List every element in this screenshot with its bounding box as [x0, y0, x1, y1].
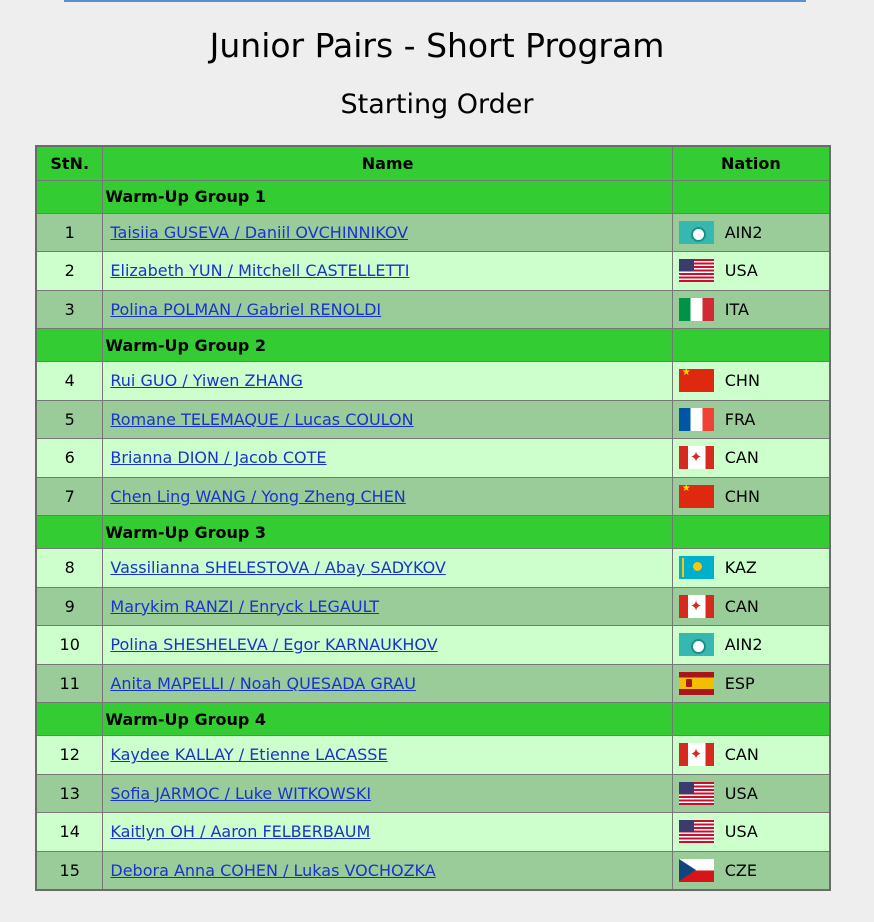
- chn-flag-icon: [679, 485, 714, 508]
- nation-code: ITA: [724, 299, 749, 319]
- nation-cell: [679, 672, 829, 695]
- warmup-group-label: Warm-Up Group 1: [103, 180, 672, 213]
- nation-cell: [679, 556, 829, 579]
- group-stn-cell: [36, 516, 103, 549]
- top-divider: [64, 0, 806, 2]
- usa-flag-icon: [679, 820, 714, 843]
- nation-code: CHN: [724, 371, 760, 391]
- skater-pair-link[interactable]: Elizabeth YUN / Mitchell CASTELLETTI: [110, 261, 410, 281]
- nation-code: CZE: [724, 860, 757, 880]
- nation-code: USA: [724, 822, 758, 842]
- skater-pair-link[interactable]: Vassilianna SHELESTOVA / Abay SADYKOV: [110, 558, 446, 578]
- group-stn-cell: [36, 703, 103, 736]
- skater-pair-link[interactable]: Chen Ling WANG / Yong Zheng CHEN: [110, 486, 406, 506]
- group-nation-cell: [672, 516, 830, 549]
- table-row: [36, 439, 830, 478]
- nation-cell: [679, 221, 829, 244]
- nation-cell: [679, 446, 829, 469]
- nation-cell: [679, 859, 829, 882]
- header-stn: StN.: [36, 146, 103, 180]
- start-number: 7: [36, 477, 103, 516]
- skater-pair-link[interactable]: Marykim RANZI / Enryck LEGAULT: [110, 596, 380, 616]
- ain-flag-icon: [679, 633, 714, 656]
- skater-pair-link[interactable]: Debora Anna COHEN / Lukas VOCHOZKA: [110, 860, 436, 880]
- table-row: [36, 362, 830, 401]
- nation-cell: [679, 259, 829, 282]
- group-nation-cell: [672, 180, 830, 213]
- skater-pair-link[interactable]: Kaitlyn OH / Aaron FELBERBAUM: [110, 822, 371, 842]
- nation-code: AIN2: [724, 222, 763, 242]
- page-subtitle: Starting Order: [340, 89, 534, 120]
- table-row: [36, 213, 830, 252]
- start-number: 5: [36, 400, 103, 439]
- start-number: 13: [36, 774, 103, 813]
- nation-code: USA: [724, 261, 758, 281]
- group-stn-cell: [36, 329, 103, 362]
- esp-flag-icon: [679, 672, 714, 695]
- skater-pair-link[interactable]: Kaydee KALLAY / Etienne LACASSE: [110, 745, 388, 765]
- fra-flag-icon: [679, 408, 714, 431]
- usa-flag-icon: [679, 782, 714, 805]
- warmup-group-label: Warm-Up Group 4: [103, 703, 672, 736]
- start-number: 14: [36, 813, 103, 852]
- nation-code: AIN2: [724, 635, 763, 655]
- table-header-row: [36, 146, 830, 180]
- nation-code: USA: [724, 783, 758, 803]
- nation-cell: [679, 743, 829, 766]
- start-number: 4: [36, 362, 103, 401]
- nation-cell: [679, 595, 829, 618]
- table-row: [36, 851, 830, 890]
- cze-flag-icon: [679, 859, 714, 882]
- nation-code: FRA: [724, 409, 756, 429]
- table-row: [36, 587, 830, 626]
- skater-pair-link[interactable]: Polina POLMAN / Gabriel RENOLDI: [110, 299, 382, 319]
- start-number: 6: [36, 439, 103, 478]
- group-nation-cell: [672, 329, 830, 362]
- nation-cell: [679, 485, 829, 508]
- warmup-group-row: [36, 516, 830, 549]
- warmup-group-row: [36, 180, 830, 213]
- table-row: [36, 813, 830, 852]
- nation-code: CAN: [724, 745, 759, 765]
- table-row: [36, 290, 830, 329]
- nation-cell: [679, 408, 829, 431]
- start-number: 9: [36, 587, 103, 626]
- warmup-group-label: Warm-Up Group 2: [103, 329, 672, 362]
- skater-pair-link[interactable]: Rui GUO / Yiwen ZHANG: [110, 371, 303, 391]
- start-number: 2: [36, 252, 103, 291]
- table-row: [36, 252, 830, 291]
- nation-cell: [679, 782, 829, 805]
- table-row: [36, 664, 830, 703]
- warmup-group-row: [36, 329, 830, 362]
- table-row: [36, 477, 830, 516]
- table-row: [36, 549, 830, 588]
- page-title: Junior Pairs - Short Program: [209, 26, 665, 65]
- start-number: 1: [36, 213, 103, 252]
- nation-code: ESP: [724, 673, 755, 693]
- nation-cell: [679, 369, 829, 392]
- skater-pair-link[interactable]: Sofia JARMOC / Luke WITKOWSKI: [110, 783, 372, 803]
- skater-pair-link[interactable]: Romane TELEMAQUE / Lucas COULON: [110, 409, 414, 429]
- nation-code: KAZ: [724, 558, 757, 578]
- skater-pair-link[interactable]: Brianna DION / Jacob COTE: [110, 448, 327, 468]
- nation-code: CHN: [724, 486, 760, 506]
- header-name: Name: [103, 146, 672, 180]
- nation-code: CAN: [724, 448, 759, 468]
- usa-flag-icon: [679, 259, 714, 282]
- can-flag-icon: [679, 446, 714, 469]
- table-row: [36, 774, 830, 813]
- can-flag-icon: [679, 595, 714, 618]
- start-number: 3: [36, 290, 103, 329]
- nation-cell: [679, 633, 829, 656]
- table-body: [36, 180, 830, 890]
- start-number: 11: [36, 664, 103, 703]
- skater-pair-link[interactable]: Taisiia GUSEVA / Daniil OVCHINNIKOV: [110, 222, 409, 242]
- nation-cell: [679, 298, 829, 321]
- group-stn-cell: [36, 180, 103, 213]
- start-number: 15: [36, 851, 103, 890]
- warmup-group-row: [36, 703, 830, 736]
- header-nation: Nation: [672, 146, 830, 180]
- warmup-group-label: Warm-Up Group 3: [103, 516, 672, 549]
- starting-order-table: [35, 145, 831, 891]
- nation-cell: [679, 820, 829, 843]
- table-row: [36, 736, 830, 775]
- start-number: 8: [36, 549, 103, 588]
- chn-flag-icon: [679, 369, 714, 392]
- skater-pair-link[interactable]: Anita MAPELLI / Noah QUESADA GRAU: [110, 673, 416, 693]
- skater-pair-link[interactable]: Polina SHESHELEVA / Egor KARNAUKHOV: [110, 635, 438, 655]
- start-number: 10: [36, 626, 103, 665]
- nation-code: CAN: [724, 596, 759, 616]
- ita-flag-icon: [679, 298, 714, 321]
- table-row: [36, 400, 830, 439]
- group-nation-cell: [672, 703, 830, 736]
- start-number: 12: [36, 736, 103, 775]
- can-flag-icon: [679, 743, 714, 766]
- kaz-flag-icon: [679, 556, 714, 579]
- table-row: [36, 626, 830, 665]
- ain-flag-icon: [679, 221, 714, 244]
